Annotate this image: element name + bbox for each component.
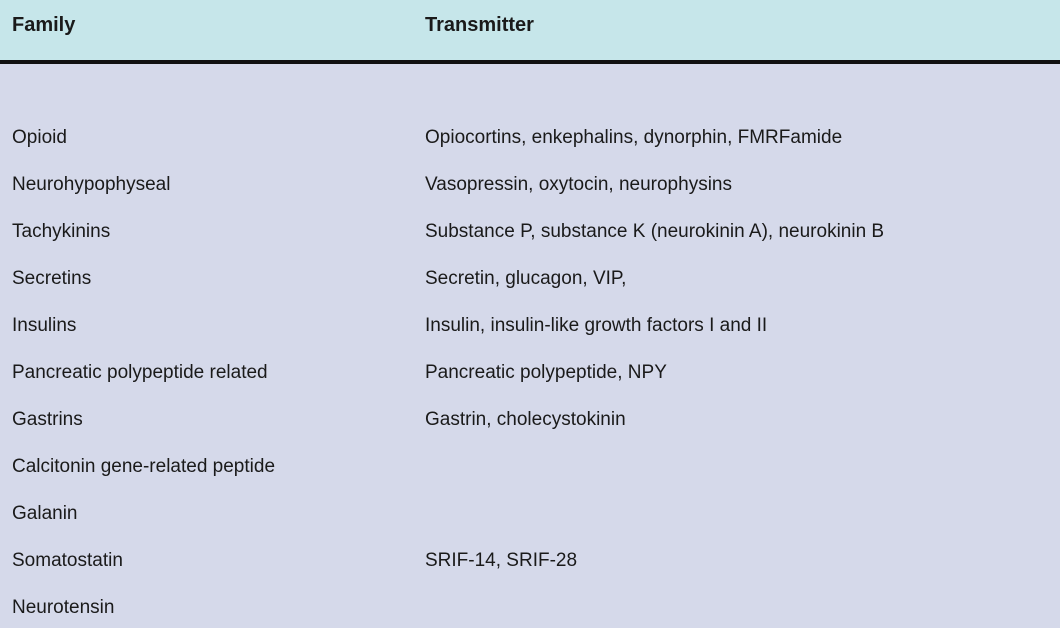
transmitter-cell: Vasopressin, oxytocin, neurophysins <box>425 174 732 195</box>
column-header-transmitter: Transmitter <box>425 14 534 36</box>
family-cell: Calcitonin gene-related peptide <box>12 456 276 477</box>
family-cell: Opioid <box>12 127 67 148</box>
family-cell: Galanin <box>12 503 78 524</box>
transmitter-cell: Insulin, insulin-like growth factors I and II <box>425 315 768 336</box>
table-row <box>0 126 1060 173</box>
table-row <box>0 502 1060 549</box>
transmitter-cell: Opiocortins, enkephalins, dynorphin, FMRFamide <box>425 127 843 148</box>
family-cell: Somatostatin <box>12 550 123 571</box>
table-row <box>0 455 1060 502</box>
table-rows <box>0 126 1060 628</box>
family-cell: Tachykinins <box>12 221 111 242</box>
transmitter-cell: SRIF-14, SRIF-28 <box>425 550 578 571</box>
table-row <box>0 314 1060 361</box>
table-row <box>0 408 1060 455</box>
family-cell: Gastrins <box>12 409 83 430</box>
table-row <box>0 220 1060 267</box>
transmitter-cell: Secretin, glucagon, VIP, <box>425 268 627 289</box>
table-row <box>0 361 1060 408</box>
table-row <box>0 549 1060 596</box>
family-cell: Neurohypophyseal <box>12 174 171 195</box>
transmitter-cell: Pancreatic polypeptide, NPY <box>425 362 667 383</box>
transmitter-cell: Substance P, substance K (neurokinin A), neurokinin B <box>425 221 885 242</box>
column-header-family: Family <box>12 14 76 36</box>
table-row <box>0 173 1060 220</box>
family-cell: Insulins <box>12 315 77 336</box>
family-cell: Secretins <box>12 268 92 289</box>
table-header <box>0 0 1060 62</box>
family-cell: Pancreatic polypeptide related <box>12 362 268 383</box>
table-row <box>0 596 1060 628</box>
transmitter-cell: Gastrin, cholecystokinin <box>425 409 626 430</box>
table-row <box>0 267 1060 314</box>
family-cell: Neurotensin <box>12 597 115 618</box>
